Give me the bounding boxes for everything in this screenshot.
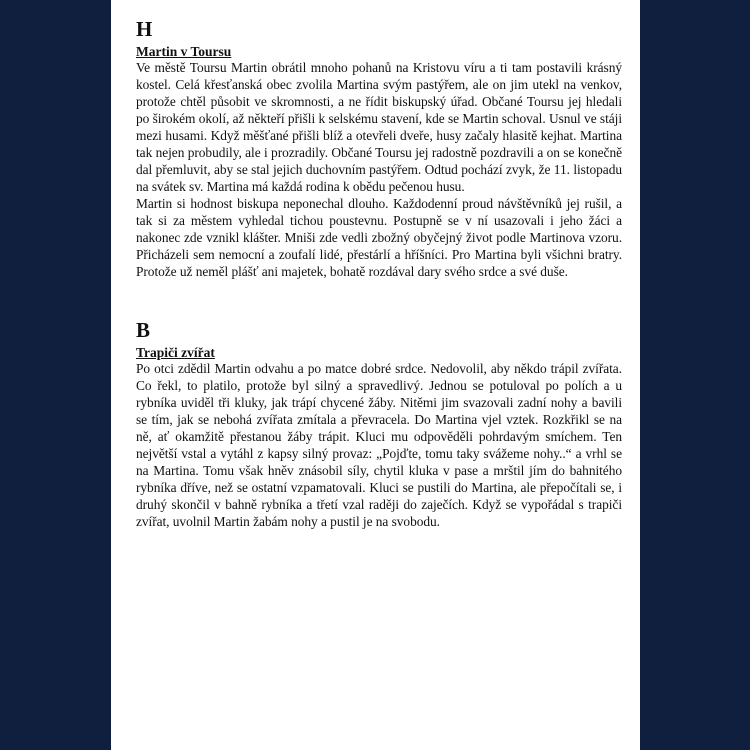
section-letter: H xyxy=(136,17,153,41)
paragraph: Po otci zdědil Martin odvahu a po matce dobré srdce. Nedovolil, aby někdo trápil zvířata. Co řekl, to platilo, protože byl silný a spravedlivý. Jednou se potuloval po polích a u rybníka uviděl tři kluky, jak trápí chycené žáby. Nitěmi jim svazovali zadní nohy a bavili se tím, jak se nebohá zvířata zmítala a převracela. Do Martina vjel vztek. Rozkřikl se na ně, ať okamžitě přestanou žáby trápit. Kluci mu odpověděli pohrdavým smíchem. Ten největší vstal a vytáhl z kapsy silný provaz: „Pojďte, tomu taky svážeme nohy..“ a vrhl se na Martina. Tomu však hněv znásobil síly, chytil kluka v pase a mrštil jím do bahnitého rybníka dříve, než se ostatní vzpamatovali. Kluci se pustili do Martina, ale přepočítali se, i druhý skončil v bahně rybníka a třetí vzal raději do zaječích. Když se vypořádal s trapiči zvířat, uvolnil Martin žabám nohy a pustil je na svobodu. xyxy=(136,361,622,529)
section-letter: B xyxy=(136,318,151,342)
section-b xyxy=(136,319,622,530)
section-h xyxy=(136,18,622,280)
section-title: Trapiči zvířat xyxy=(136,345,215,360)
section-title: Martin v Toursu xyxy=(136,44,232,59)
paragraph: Martin si hodnost biskupa neponechal dlouho. Každodenní proud návštěvníků jej rušil, a tak si za městem vyhledal tichou poustevnu. Postupně se v ní usazovali i jeho žáci a nakonec zde vznikl klášter. Mniši zde vedli zbožný obyčejný život podle Martinova vzoru. Přicházeli sem nemocní a zoufalí lidé, přestárlí a hříšníci. Pro Martina byli všichni bratry. Protože už neměl plášť ani majetek, bohatě rozdával dary svého srdce a své duše. xyxy=(136,196,622,279)
document-page xyxy=(111,0,640,750)
paragraph: Ve městě Toursu Martin obrátil mnoho pohanů na Kristovu víru a ti tam postavili krásný kostel. Celá křesťanská obec zvolila Martina svým pastýřem, ale on jim utekl na venkov, protože chtěl působit ve skromnosti, a ne řídit biskupský úřad. Občané Toursu jej hledali po širokém okolí, až někteří přišli k selskému stavení, kde se Martin schoval. Usnul ve stáji mezi husami. Když měšťané přišli blíž a otevřeli dveře, husy začaly hlasitě kejhat. Martina tak nejen probudily, ale i prozradily. Občané Toursu jej radostně pozdravili a on se konečně dal přemluvit, aby se stal jejich duchovním pastýřem. Odtud pochází zvyk, že 11. listopadu na svátek sv. Martina má každá rodina k obědu pečenou husu. xyxy=(136,60,622,194)
